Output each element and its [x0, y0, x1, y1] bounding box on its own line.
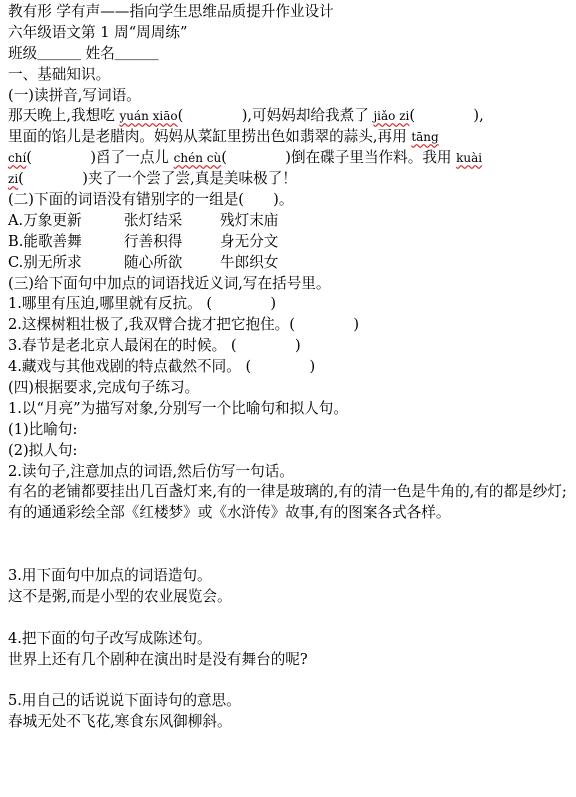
- text: ( )舀了一点儿: [26, 149, 174, 167]
- question-heading: (三)给下面句中加点的词语找近义词,写在括号里。: [8, 274, 331, 292]
- question-item: 3.用下面句中加点的词语造句。: [8, 567, 212, 585]
- answer-space: [8, 608, 568, 629]
- question-heading: (一)读拼音,写词语。: [8, 86, 141, 104]
- question-item: 3.春节是老北京人最闲在的时候。 ( ): [8, 337, 301, 355]
- option-word: 牛郎织女: [220, 253, 279, 271]
- answer-space: [8, 524, 568, 545]
- pinyin-line: [8, 169, 568, 190]
- pinyin-text: zi: [8, 172, 19, 187]
- text: 里面的馅儿是老腊肉。妈妈从菜缸里捞出色如翡翠的蒜头,再用: [8, 128, 412, 146]
- question-item: 2.读句子,注意加点的词语,然后仿写一句话。: [8, 462, 294, 480]
- pinyin-line: [8, 127, 568, 148]
- question-item: 4.藏戏与其他戏剧的特点截然不同。 ( ): [8, 358, 316, 376]
- option-word: 身无分文: [220, 232, 279, 250]
- reading-passage: 有名的老铺都要挂出几百盏灯来,有的一律是玻璃的,有的清一色是牛角的,有的都是纱灯;有的通通彩绘全部《红楼梦》或《水浒传》故事,有的图案各式各样。: [8, 483, 567, 522]
- question-item: 1.哪里有压迫,哪里就有反抗。 ( ): [8, 295, 277, 313]
- pinyin-text: tāng: [411, 130, 439, 145]
- option-word: 张灯结采: [124, 211, 183, 229]
- option-word: 行善积得: [124, 232, 183, 250]
- question-item: 4.把下面的句子改写成陈述句。: [8, 629, 212, 647]
- option-word: B.能歌善舞: [8, 232, 82, 250]
- text: ( ),: [409, 107, 484, 125]
- poem-line: 春城无处不飞花,寒食东风御柳斜。: [8, 713, 232, 731]
- pinyin-line: [8, 148, 568, 169]
- answer-prompt: (1)比喻句:: [8, 420, 78, 438]
- question-item: 1.以“月亮”为描写对象,分别写一个比喻句和拟人句。: [8, 399, 348, 417]
- pinyin-text: kuài: [456, 151, 483, 166]
- option-word: A.万象更新: [8, 211, 82, 229]
- option-word: 随心所欲: [124, 253, 183, 271]
- pinyin-text: yuán xiāo: [119, 109, 178, 124]
- worksheet-subtitle: 六年级语文第 1 周“周周练”: [8, 23, 188, 41]
- section-heading: 一、基础知识。: [8, 65, 111, 83]
- option-row: [8, 211, 568, 232]
- pinyin-text: chén cù: [173, 151, 222, 166]
- pinyin-text: jiǎo zi: [373, 109, 410, 124]
- worksheet-title: 教有形 学有声——指向学生思维品质提升作业设计: [8, 3, 334, 20]
- question-item: 2.这棵树粗壮极了,我双臂合拢才把它抱住。( ): [8, 316, 360, 334]
- answer-space: [8, 545, 568, 566]
- option-row: [8, 232, 568, 253]
- option-word: 残灯末庙: [220, 211, 279, 229]
- question-item: 5.用自己的话说说下面诗句的意思。: [8, 692, 241, 710]
- text: 那天晚上,我想吃: [8, 107, 120, 125]
- example-sentence: 这不是粥,而是小型的农业展览会。: [8, 587, 232, 605]
- text: ( )倒在碟子里当作料。我用: [221, 149, 457, 167]
- worksheet: [8, 2, 568, 733]
- example-sentence: 世界上还有几个剧种在演出时是没有舞台的呢?: [8, 650, 308, 668]
- class-name-fields: 班级＿＿＿ 姓名＿＿＿: [8, 44, 159, 62]
- text: ( )夹了一个尝了尝,真是美味极了！: [18, 170, 297, 188]
- question-heading: (四)根据要求,完成句子练习。: [8, 379, 200, 397]
- question-heading: (二)下面的词语没有错别字的一组是( )。: [8, 191, 294, 209]
- pinyin-line: [8, 106, 568, 127]
- answer-prompt: (2)拟人句:: [8, 441, 78, 459]
- text: ( ),可妈妈却给我煮了: [177, 107, 374, 125]
- option-word: C.别无所求: [8, 253, 82, 271]
- pinyin-text: chí: [8, 151, 27, 166]
- answer-space: [8, 671, 568, 692]
- option-row: [8, 253, 568, 274]
